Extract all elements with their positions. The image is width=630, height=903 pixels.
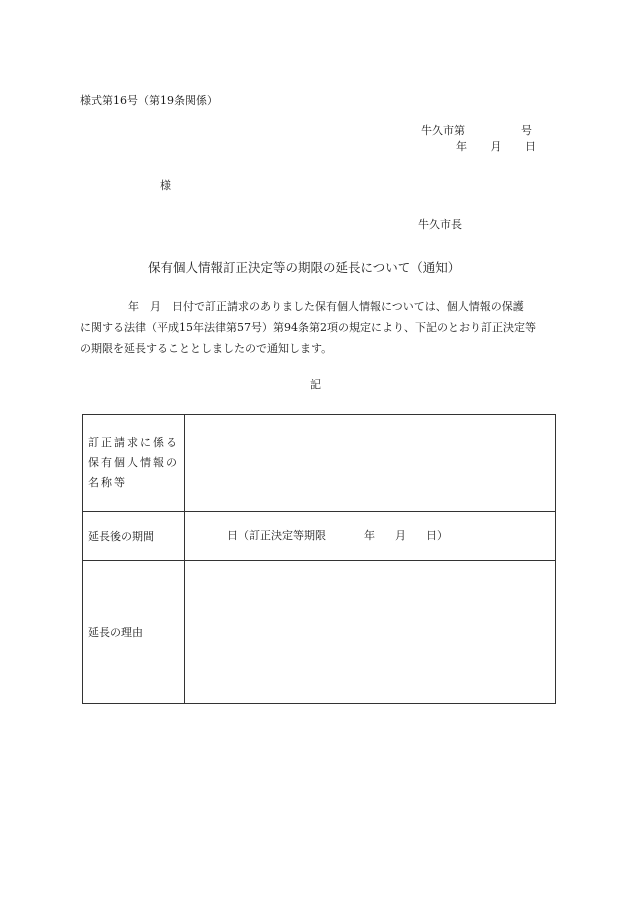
period-days-unit: 日 [227,529,238,542]
sender-name: 牛久市長 [418,218,462,231]
form-number: 様式第16号（第19条関係） [80,94,218,107]
table-label-cell [83,512,185,561]
notes-heading: 記 [310,378,321,391]
table-row-info-name [83,415,555,511]
value-extended-period [185,512,555,561]
label-reason: 延長の理由 [88,625,143,639]
document-number [421,124,532,138]
document-title: 保有個人情報訂正決定等の期限の延長について（通知） [148,260,461,275]
date-day: 日 [525,140,536,153]
period-deadline-label: （訂正決定等期限 [238,529,326,542]
table-row-reason [83,560,555,704]
date-year: 年 [456,140,467,153]
deadline-month: 月 [395,529,406,542]
deadline-year: 年 [364,529,375,542]
body-line-1: 年 月 日付で訂正請求のありました保有個人情報については、個人情報の保護 [128,300,524,313]
period-text [227,529,448,543]
issue-date [456,140,536,154]
value-reason [185,561,555,704]
label-extended-period: 延長後の期間 [88,529,154,543]
addressee-honorific: 様 [160,179,171,192]
value-info-name [185,415,555,511]
table-label-cell [83,415,185,511]
body-line-3: の期限を延長することとしましたので通知します。 [80,342,333,355]
body-text [80,296,550,359]
table-row-extended-period [83,511,555,561]
details-table [82,414,556,704]
date-month: 月 [490,140,502,153]
table-label-cell [83,561,185,704]
label-info-name: 訂正請求に係る保有個人情報の名称等 [88,436,179,489]
document-number-suffix: 号 [521,124,532,137]
deadline-day: 日） [426,529,448,542]
body-line-2: に関する法律（平成15年法律第57号）第94条第2項の規定により、下記のとおり訂正決定等 [80,321,536,334]
document-number-prefix: 牛久市第 [421,124,465,137]
